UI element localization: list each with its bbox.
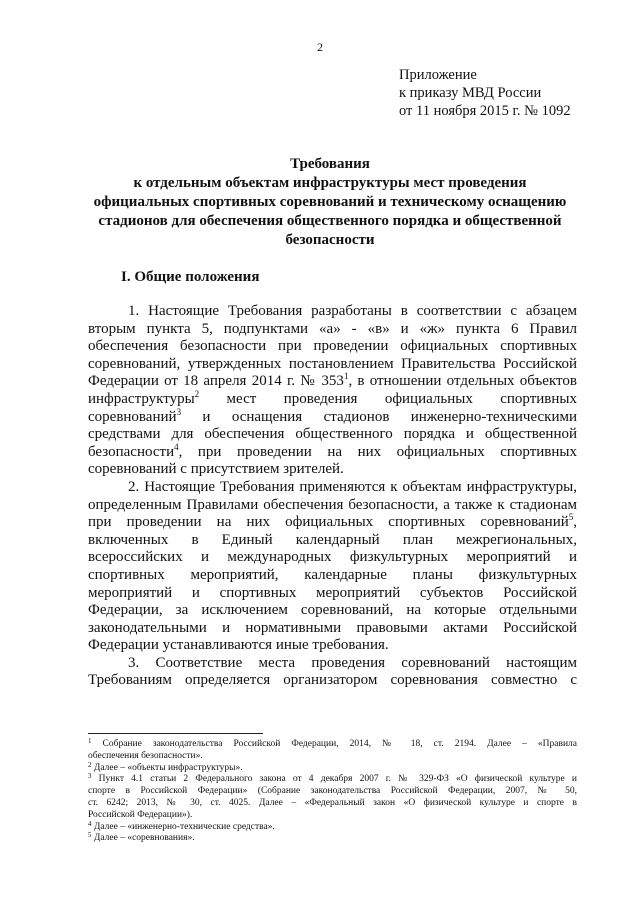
body-line-text: соревнований, утвержденных постановлением Правительства Российской <box>88 355 577 372</box>
body-text <box>88 303 577 690</box>
body-line-text: определенным Правилами обеспечения безопасности, а также к стадионам <box>88 496 577 513</box>
body-line <box>88 426 577 444</box>
body-line-text: Требованиям определяется организатором соревнования совместно с <box>88 672 577 689</box>
title-line: к отдельным объектам инфраструктуры мест проведения <box>133 175 527 191</box>
body-line-text: соревнований с присутствием зрителей. <box>88 461 344 478</box>
body-line-text: мест проведения официальных спортивных <box>199 390 577 407</box>
footnote-ref: 4 <box>174 441 179 452</box>
footnote-text: Далее – «объекты инфраструктуры». <box>91 762 243 773</box>
footnote-ref: 1 <box>343 371 349 382</box>
appendix-line: от 11 ноября 2015 г. № 1092 <box>399 103 571 119</box>
body-line <box>88 303 577 321</box>
body-line <box>88 497 577 515</box>
body-line <box>88 567 577 585</box>
footnotes <box>88 739 577 845</box>
appendix-line: к приказу МВД России <box>399 85 542 101</box>
footnote-text: Далее – «соревнования». <box>91 833 195 844</box>
body-line-text: Федерации устанавливаются иные требования. <box>88 637 389 654</box>
body-line-text: Федерации от 18 апреля 2014 г. № 353 <box>88 373 344 390</box>
footnote-line <box>88 786 577 798</box>
appendix-header <box>399 66 571 120</box>
body-line-text: всероссийских и международных физкультурных мероприятий и <box>88 549 577 566</box>
footnote-number: 4 <box>88 819 92 828</box>
footnote-line <box>88 760 577 775</box>
body-line-text: Федерации, за исключением соревнований, на которые отдельными <box>88 602 577 619</box>
footnote-text: обеспечения безопасности». <box>88 750 203 761</box>
footnote-ref: 5 <box>568 512 574 523</box>
body-line-text: спортивных мероприятий, календарные планы физкультурных <box>88 566 577 583</box>
body-line <box>88 373 577 391</box>
body-line <box>88 338 577 356</box>
body-line <box>88 321 577 339</box>
footnote-ref: 3 <box>176 406 182 417</box>
footnote-line <box>88 810 577 822</box>
body-line-text: включенных в Единый календарный план межрегиональных, <box>88 531 577 548</box>
body-line <box>88 388 577 409</box>
page-number: 2 <box>317 40 323 54</box>
body-line <box>88 532 577 550</box>
body-line <box>88 620 577 638</box>
body-line <box>88 461 577 479</box>
body-line <box>88 514 577 532</box>
body-line <box>88 356 577 374</box>
body-line <box>88 585 577 603</box>
body-line-text: обеспечения безопасности при проведении официальных спортивных <box>88 338 577 355</box>
body-line <box>88 406 577 427</box>
document-title <box>80 155 580 250</box>
body-line-text: средствами для обеспечения общественного порядка и общественной <box>88 426 577 443</box>
body-line-text: 1. Настоящие Требования разработаны в соответствии с абзацем <box>128 303 577 319</box>
body-line <box>88 602 577 620</box>
body-line-text: при проведении на них официальных спортивных соревнований <box>88 514 569 531</box>
footnote-text: Пункт 4.1 статьи 2 Федерального закона от 4 декабря 2007 г. № 329-ФЗ «О физической культуре и <box>91 774 577 785</box>
body-line-text: 3. Соответствие места проведения соревнований настоящим <box>128 654 577 671</box>
footnote-line <box>88 819 577 834</box>
body-line-text: , в отношении отдельных объектов <box>348 373 577 390</box>
body-line-text: , <box>573 514 577 531</box>
footnote-line <box>88 774 577 786</box>
footnote-text: Далее – «инженерно-технические средства». <box>91 821 275 832</box>
footnote-divider <box>88 733 263 734</box>
footnote-line <box>88 798 577 810</box>
footnote-number: 1 <box>88 737 92 745</box>
footnote-number: 5 <box>88 831 92 840</box>
title-line: безопасности <box>285 232 375 248</box>
appendix-line: Приложение <box>399 67 477 83</box>
body-line-text: и оснащения стадионов инженерно-техническими <box>181 408 577 425</box>
footnote-number: 3 <box>88 772 92 781</box>
body-line <box>88 549 577 567</box>
body-line-text: вторым пункта 5, подпунктами «а» - «в» и «ж» пункта 6 Правил <box>88 320 577 337</box>
footnote-ref: 2 <box>194 388 200 399</box>
title-line: официальных спортивных соревнований и техническому оснащению <box>93 194 567 210</box>
body-line-text: 2. Настоящие Требования применяются к объектам инфраструктуры, <box>128 478 577 495</box>
body-line-text: соревнований <box>88 408 177 425</box>
title-line: стадионов для обеспечения общественного порядка и общественной <box>98 213 562 229</box>
footnote-line <box>88 833 577 845</box>
body-line <box>88 655 577 673</box>
footnote-text: Собрание законодательства Российской Федерации, 2014, № 18, ст. 2194. Далее – «Правила <box>91 739 577 749</box>
footnote-line <box>88 751 577 763</box>
title-line: Требования <box>290 156 370 172</box>
body-line-text: , при проведении на них официальных спортивных <box>178 443 577 460</box>
body-line <box>88 637 577 655</box>
footnote-text: спорте в Российской Федерации» (Собрание законодательства Российской Федерации, 2007, № 50, <box>88 786 577 797</box>
body-line-text: инфраструктуры <box>88 390 195 407</box>
body-line-text: безопасности <box>88 443 175 460</box>
body-line-text: мероприятий и спортивных мероприятий субъектов Российской <box>88 584 577 601</box>
footnote-text: Российской Федерации»). <box>88 809 193 820</box>
body-line <box>88 672 577 690</box>
section-heading: I. Общие положения <box>121 269 260 285</box>
body-line <box>88 441 577 462</box>
footnote-text: ст. 6242; 2013, № 30, ст. 4025. Далее – «Федеральный закон «О физической культуре и спорте в <box>88 797 577 808</box>
body-line <box>88 479 577 497</box>
body-line-text: законодательными и нормативными правовыми актами Российской <box>88 619 577 636</box>
footnote-number: 2 <box>88 760 92 769</box>
footnote-line <box>88 739 577 751</box>
